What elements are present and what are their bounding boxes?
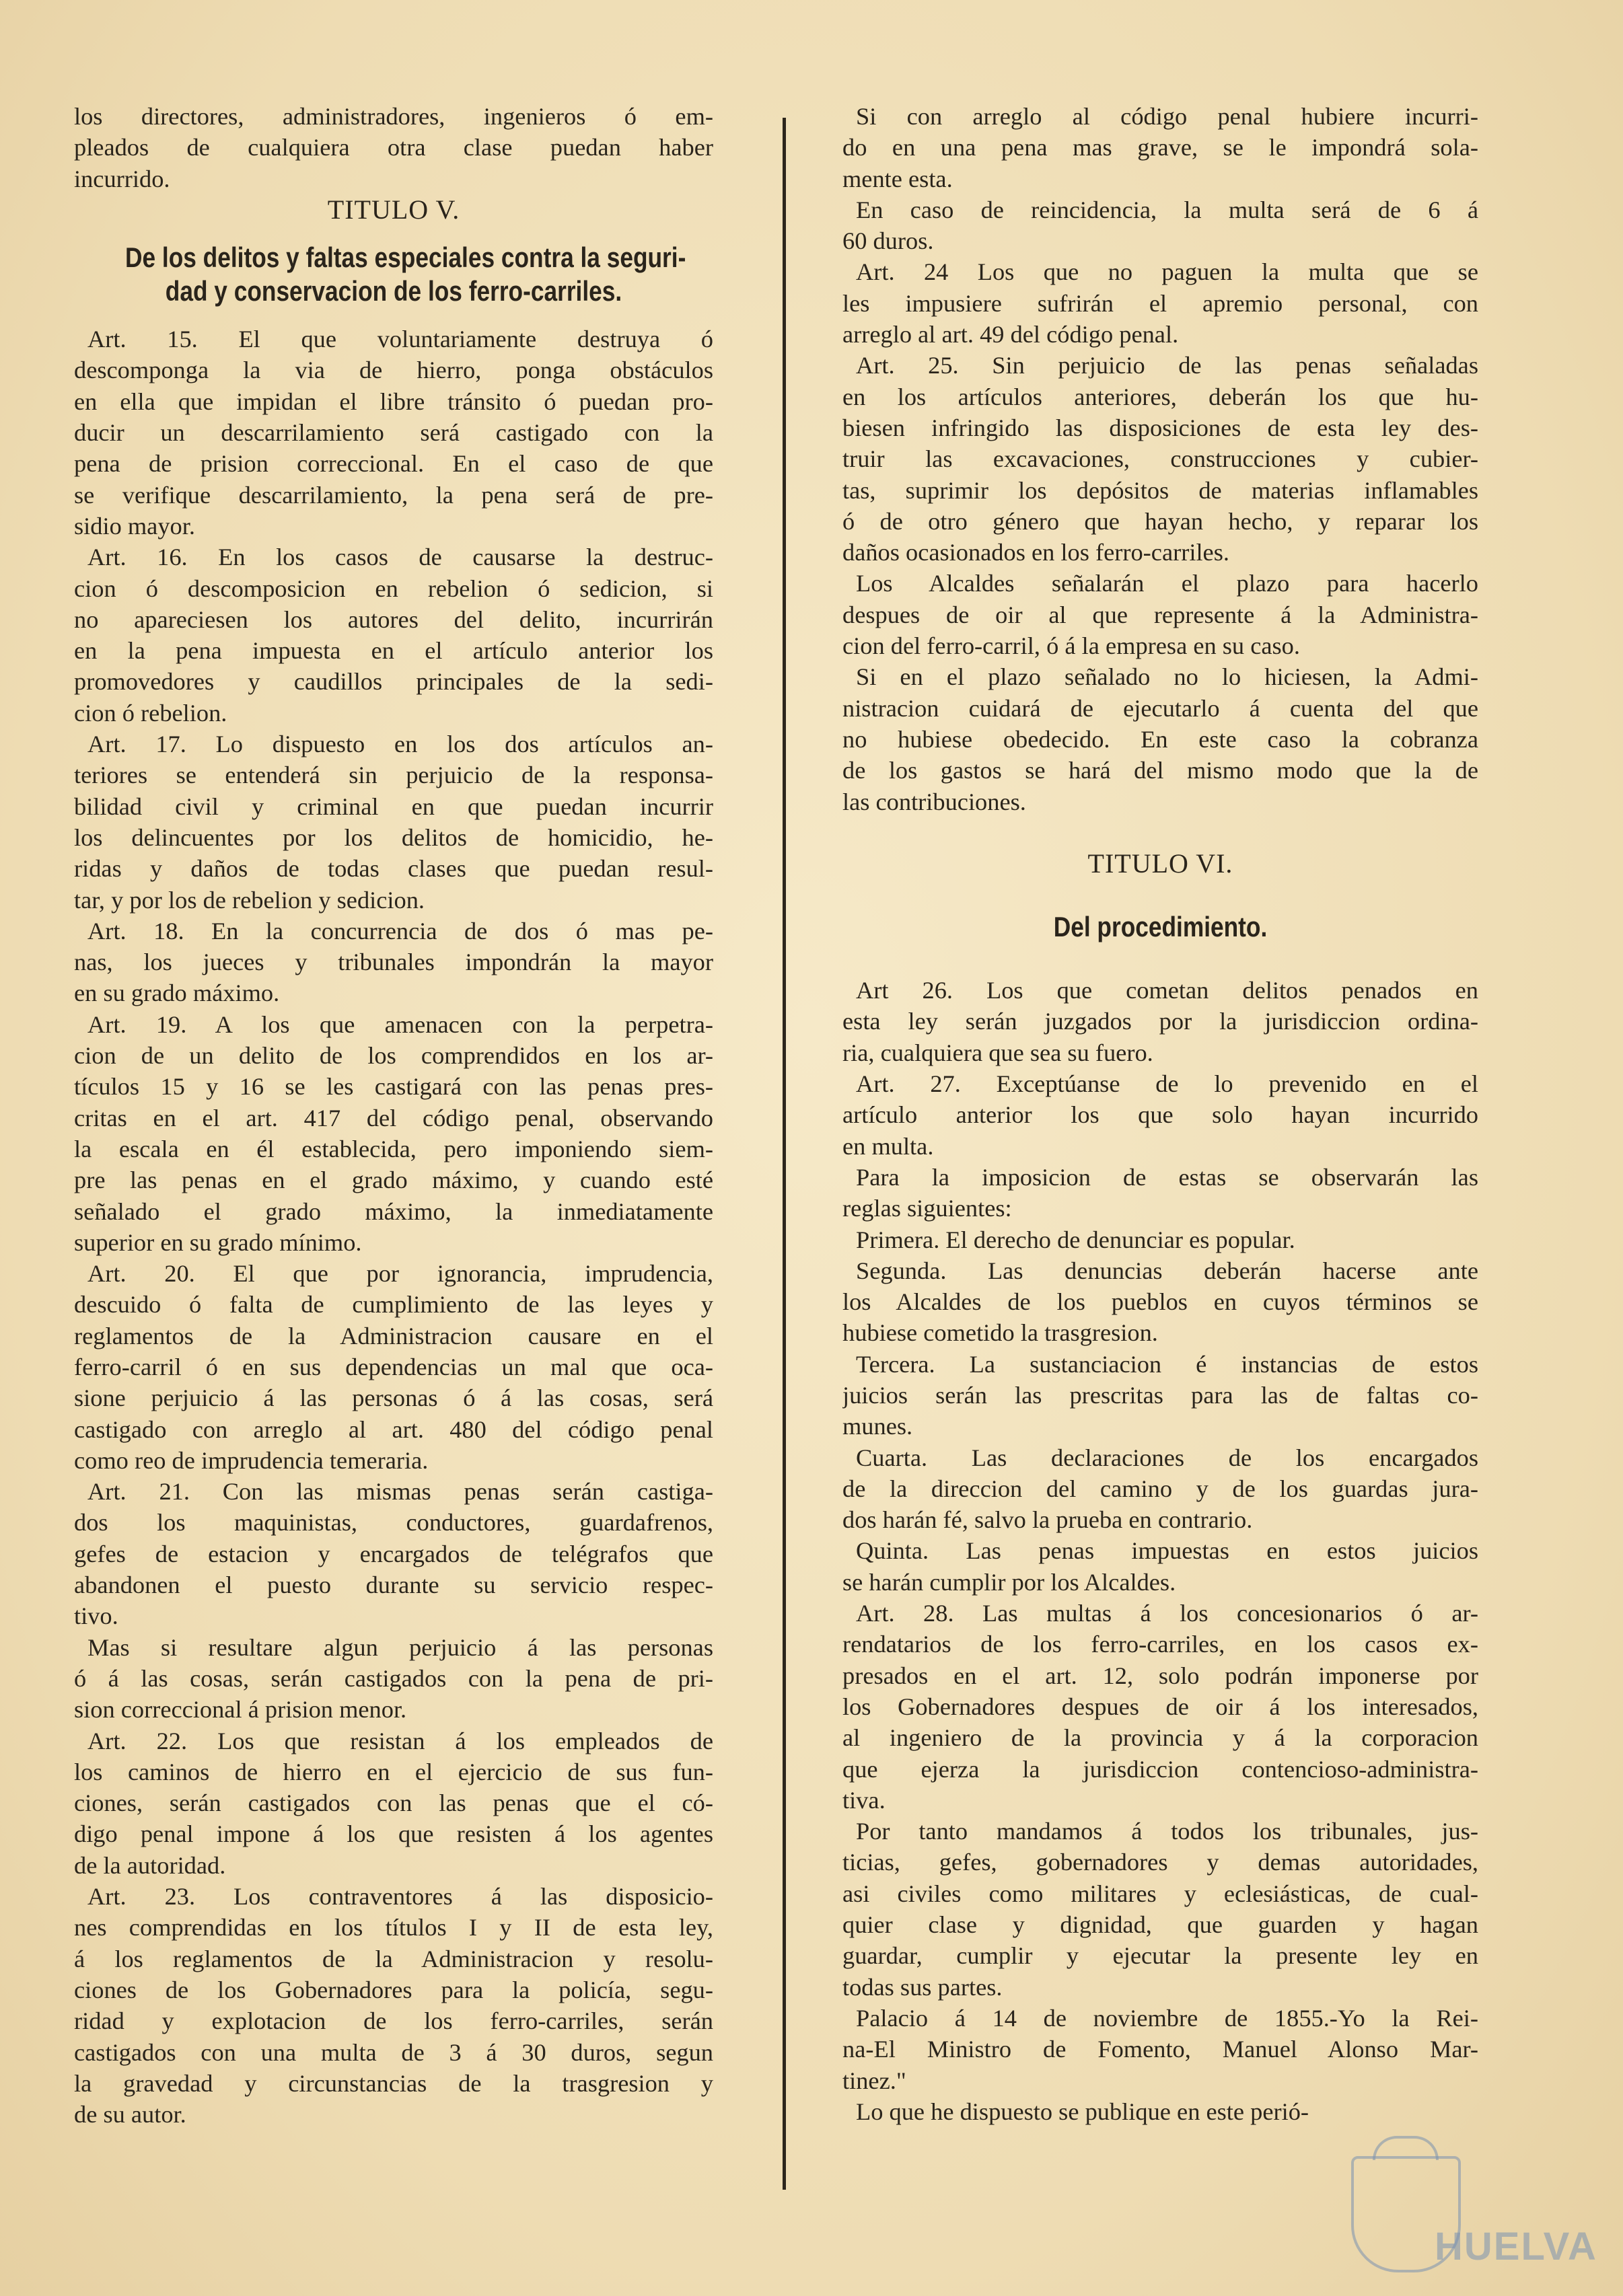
text-line: descomponga la via de hierro, ponga obstáculos xyxy=(74,357,713,384)
text-line: Si con arreglo al código penal hubiere incurri- xyxy=(856,103,1478,130)
text-line: Art. 18. En la concurrencia de dos ó mas pe- xyxy=(87,917,713,945)
text-line: cion del ferro-carril, ó á la empresa en su caso. xyxy=(842,632,1300,660)
text-line: señalado el grado máximo, la inmediatamente xyxy=(74,1197,713,1225)
text-line: Tercera. La sustanciacion é instancias de estos xyxy=(856,1350,1478,1378)
text-line: ó de otro género que hayan hecho, y reparar los xyxy=(842,507,1478,535)
text-line: daños ocasionados en los ferro-carriles. xyxy=(842,539,1229,566)
text-line: munes. xyxy=(842,1413,913,1440)
text-line: no apareciesen los autores del delito, incurrirán xyxy=(74,605,713,633)
text-line: gefes de estacion y encargados de telégrafos que xyxy=(74,1540,713,1567)
text-line: tículos 15 y 16 se les castigará con las penas pres- xyxy=(74,1073,713,1101)
text-line: biesen infringido las disposiciones de esta ley des- xyxy=(842,414,1478,441)
article-paragraph xyxy=(842,101,1478,194)
article-paragraph xyxy=(74,1476,713,1631)
article-paragraph xyxy=(842,568,1478,661)
text-line: de los gastos se hará del mismo modo que la de xyxy=(842,757,1478,784)
text-line: hubiese cometido la trasgresion. xyxy=(842,1319,1158,1347)
text-line: la gravedad y circunstancias de la trasgresion y xyxy=(74,2069,713,2097)
text-line: en la pena impuesta en el artículo anterior los xyxy=(74,637,713,665)
watermark-huelva: HUELVA xyxy=(1435,2225,1597,2268)
text-line: Art. 23. Los contraventores á las disposicio- xyxy=(87,1883,713,1911)
text-line: de la autoridad. xyxy=(74,1851,226,1879)
text-line: Para la imposicion de estas se observarán las xyxy=(856,1163,1478,1191)
text-line: Palacio á 14 de noviembre de 1855.-Yo la Rei- xyxy=(856,2004,1478,2032)
text-line: reglas siguientes: xyxy=(842,1195,1012,1222)
text-line: pre las penas en el grado máximo, y cuando esté xyxy=(74,1166,713,1194)
text-line: todas sus partes. xyxy=(842,1973,1003,2001)
text-line: ridad y explotacion de los ferro-carriles, serán xyxy=(74,2007,713,2035)
text-line: se harán cumplir por los Alcaldes. xyxy=(842,1568,1176,1596)
text-line: asi civiles como militares y eclesiásticas, de cual- xyxy=(842,1880,1478,1907)
text-line: digo penal impone á los que resisten á los agentes xyxy=(74,1820,713,1848)
text-line: Por tanto mandamos á todos los tribunales, jus- xyxy=(856,1818,1478,1845)
section-heading-vi: Del procedimiento. xyxy=(1053,911,1268,943)
text-line: superior en su grado mínimo. xyxy=(74,1228,362,1256)
article-paragraph xyxy=(842,1068,1478,1162)
text-line: despues de oir al que represente á la Administra- xyxy=(842,601,1478,628)
article-paragraph xyxy=(74,542,713,729)
text-line: abandonen el puesto durante su servicio respec- xyxy=(74,1571,713,1599)
text-line: presados en el art. 12, solo podrán imponerse por xyxy=(842,1662,1478,1689)
text-line: quier clase y dignidad, que guarden y hagan xyxy=(842,1911,1478,1939)
text-line: Art. 27. Exceptúanse de lo prevenido en el xyxy=(856,1070,1478,1098)
right-articles-b xyxy=(842,975,1478,2127)
article-paragraph xyxy=(74,1726,713,1881)
text-line: sion correccional á prision menor. xyxy=(74,1696,407,1724)
text-line: Art. 28. Las multas á los concesionarios ó ar- xyxy=(856,1600,1478,1627)
text-line: reglamentos de la Administracion causare en el xyxy=(74,1322,713,1349)
article-paragraph xyxy=(74,1009,713,1258)
text-line: Art. 22. Los que resistan á los empleados de xyxy=(87,1727,713,1754)
text-line: sione perjuicio á las personas ó á las cosas, será xyxy=(74,1384,713,1412)
text-line: Primera. El derecho de denunciar es popular. xyxy=(856,1226,1295,1253)
titulo-v: TITULO V. xyxy=(327,194,460,225)
text-line: esta ley serán juzgados por la jurisdiccion ordina- xyxy=(842,1008,1478,1035)
left-column xyxy=(74,101,713,2130)
text-line: Lo que he dispuesto se publique en este perió- xyxy=(856,2098,1309,2125)
text-line: sidio mayor. xyxy=(74,512,195,540)
text-line: dos los maquinistas, conductores, guardafrenos, xyxy=(74,1509,713,1536)
text-line: los delincuentes por los delitos de homicidio, he- xyxy=(74,823,713,851)
heading-line: De los delitos y faltas especiales contra la seguri- xyxy=(125,242,686,274)
heading-line: dad y conservacion de los ferro-carriles. xyxy=(165,275,622,307)
text-line: juicios serán las prescritas para las de faltas co- xyxy=(842,1381,1478,1409)
text-line: Art. 20. El que por ignorancia, imprudencia, xyxy=(87,1260,713,1288)
text-line: critas en el art. 417 del código penal, observando xyxy=(74,1104,713,1132)
text-line: tinez." xyxy=(842,2067,906,2094)
text-line: Segunda. Las denuncias deberán hacerse ante xyxy=(856,1257,1478,1284)
text-line: de la direccion del camino y de los guardas jura- xyxy=(842,1475,1478,1502)
article-paragraph xyxy=(842,256,1478,350)
article-paragraph xyxy=(842,1816,1478,2003)
text-line: que ejerza la jurisdiccion contencioso-administra- xyxy=(842,1755,1478,1783)
text-line: Cuarta. Las declaraciones de los encargados xyxy=(856,1444,1478,1471)
article-paragraph xyxy=(842,350,1478,568)
article-paragraph xyxy=(842,1442,1478,1536)
text-line: de su autor. xyxy=(74,2101,186,2128)
text-line: na-El Ministro de Fomento, Manuel Alonso Mar- xyxy=(842,2036,1478,2063)
text-line: castigado con arreglo al art. 480 del código penal xyxy=(74,1415,713,1443)
text-line: ticias, gefes, gobernadores y demas autoridades, xyxy=(842,1849,1478,1876)
article-paragraph xyxy=(842,194,1478,257)
article-paragraph xyxy=(842,1535,1478,1598)
intro-paragraph xyxy=(74,101,713,194)
text-line: do en una pena mas grave, se le impondrá sola- xyxy=(842,134,1478,161)
text-line: los directores, administradores, ingenieros ó em- xyxy=(74,103,713,130)
text-line: en multa. xyxy=(842,1132,934,1160)
text-line: en su grado máximo. xyxy=(74,979,280,1007)
text-line: nas, los jueces y tribunales impondrán la mayor xyxy=(74,949,713,976)
text-line: cion de un delito de los comprendidos en los ar- xyxy=(74,1042,713,1070)
article-paragraph xyxy=(74,1258,713,1476)
text-line: en los artículos anteriores, deberán los que hu- xyxy=(842,383,1478,410)
article-paragraph xyxy=(842,1162,1478,1224)
text-line: ria, cualquiera que sea su fuero. xyxy=(842,1039,1153,1066)
text-line: Mas si resultare algun perjuicio á las personas xyxy=(87,1633,713,1661)
text-line: como reo de imprudencia temeraria. xyxy=(74,1446,429,1474)
text-line: guardar, cumplir y ejecutar la presente ley en xyxy=(842,1942,1478,1970)
left-articles xyxy=(74,324,713,2130)
text-line: tivo. xyxy=(74,1602,118,1630)
text-line: cion ó rebelion. xyxy=(74,699,227,727)
article-paragraph xyxy=(74,729,713,916)
text-line: teriores se entenderá sin perjuicio de la responsa- xyxy=(74,762,713,789)
article-paragraph xyxy=(842,1255,1478,1349)
text-line: la escala en él establecida, pero imponiendo siem- xyxy=(74,1135,713,1162)
text-line: descuido ó falta de cumplimiento de las leyes y xyxy=(74,1291,713,1319)
text-line: Art. 24 Los que no paguen la multa que se xyxy=(856,258,1478,286)
text-line: Art. 21. Con las mismas penas serán castiga- xyxy=(87,1478,713,1506)
text-line: les impusiere sufrirán el apremio personal, con xyxy=(842,289,1478,317)
text-line: Art. 17. Lo dispuesto en los dos artículos an- xyxy=(87,731,713,758)
text-line: los Alcaldes de los pueblos en cuyos términos se xyxy=(842,1288,1478,1316)
text-line: Art. 16. En los casos de causarse la destruc- xyxy=(87,544,713,571)
text-line: Si en el plazo señalado no lo hiciesen, la Admi- xyxy=(856,663,1478,691)
text-line: Art. 19. A los que amenacen con la perpetra- xyxy=(87,1010,713,1038)
article-paragraph xyxy=(842,2003,1478,2096)
text-line: ridas y daños de todas clases que puedan resul- xyxy=(74,855,713,883)
text-line: En caso de reincidencia, la multa será de 6 á xyxy=(856,196,1478,223)
text-line: en ella que impidan el libre tránsito ó puedan pro- xyxy=(74,387,713,415)
text-line: Los Alcaldes señalarán el plazo para hacerlo xyxy=(856,570,1478,597)
text-line: promovedores y caudillos principales de la sedi- xyxy=(74,668,713,696)
right-column xyxy=(842,101,1478,2127)
article-paragraph xyxy=(74,1632,713,1726)
text-line: Art. 15. El que voluntariamente destruya ó xyxy=(87,326,713,353)
text-line: tiva. xyxy=(842,1786,886,1814)
text-line: pena de prision correccional. En el caso de que xyxy=(74,450,713,478)
text-line: al ingeniero de la provincia y á la corporacion xyxy=(842,1724,1478,1752)
text-line: ducir un descarrilamiento será castigado con la xyxy=(74,419,713,447)
text-line: incurrido. xyxy=(74,165,170,192)
text-line: nes comprendidas en los títulos I y II de esta ley, xyxy=(74,1914,713,1941)
article-paragraph xyxy=(842,1224,1478,1255)
text-line: á los reglamentos de la Administracion y resolu- xyxy=(74,1945,713,1972)
article-paragraph xyxy=(842,1349,1478,1442)
text-line: no hubiese obedecido. En este caso la cobranza xyxy=(842,725,1478,753)
article-paragraph xyxy=(842,2096,1478,2127)
article-paragraph xyxy=(74,1881,713,2130)
text-line: dos harán fé, salvo la prueba en contrario. xyxy=(842,1506,1253,1534)
text-line: 60 duros. xyxy=(842,227,934,255)
text-line: Art. 25. Sin perjuicio de las penas señaladas xyxy=(856,352,1478,379)
section-heading-v xyxy=(74,241,713,308)
text-line: arreglo al art. 49 del código penal. xyxy=(842,321,1179,348)
text-line: ó á las cosas, serán castigados con la pena de pri- xyxy=(74,1664,713,1692)
text-line: pleados de cualquiera otra clase puedan haber xyxy=(74,134,713,161)
right-articles-a xyxy=(842,101,1478,817)
text-line: nistracion cuidará de ejecutarlo á cuenta del que xyxy=(842,694,1478,722)
text-line: ciones, serán castigados con las penas que el có- xyxy=(74,1789,713,1817)
text-line: los Gobernadores despues de oir á los interesados, xyxy=(842,1693,1478,1720)
titulo-vi: TITULO VI. xyxy=(1087,848,1233,879)
article-paragraph xyxy=(842,1598,1478,1816)
text-line: tar, y por los de rebelion y sedicion. xyxy=(74,886,425,914)
text-line: artículo anterior los que solo hayan incurrido xyxy=(842,1101,1478,1129)
article-paragraph xyxy=(74,916,713,1009)
text-line: tas, suprimir los depósitos de materias inflamables xyxy=(842,476,1478,504)
text-line: rendatarios de los ferro-carriles, en los casos ex- xyxy=(842,1631,1478,1658)
article-paragraph xyxy=(842,975,1478,1068)
text-line: los caminos de hierro en el ejercicio de sus fun- xyxy=(74,1758,713,1785)
text-line: castigados con una multa de 3 á 30 duros, segun xyxy=(74,2038,713,2066)
text-line: truir las excavaciones, construcciones y cubier- xyxy=(842,445,1478,473)
article-paragraph xyxy=(74,324,713,542)
text-line: se verifique descarrilamiento, la pena será de pre- xyxy=(74,481,713,509)
text-line: mente esta. xyxy=(842,165,953,192)
text-line: cion ó descomposicion en rebelion ó sedicion, si xyxy=(74,575,713,602)
text-line: ferro-carril ó en sus dependencias un mal que oca- xyxy=(74,1353,713,1380)
text-line: Quinta. Las penas impuestas en estos juicios xyxy=(856,1537,1478,1565)
text-line: Art 26. Los que cometan delitos penados en xyxy=(856,977,1478,1004)
article-paragraph xyxy=(842,661,1478,817)
column-divider xyxy=(783,118,786,2190)
text-line: ciones de los Gobernadores para la policía, segu- xyxy=(74,1976,713,2003)
text-line: las contribuciones. xyxy=(842,788,1026,815)
text-line: bilidad civil y criminal en que puedan incurrir xyxy=(74,792,713,820)
